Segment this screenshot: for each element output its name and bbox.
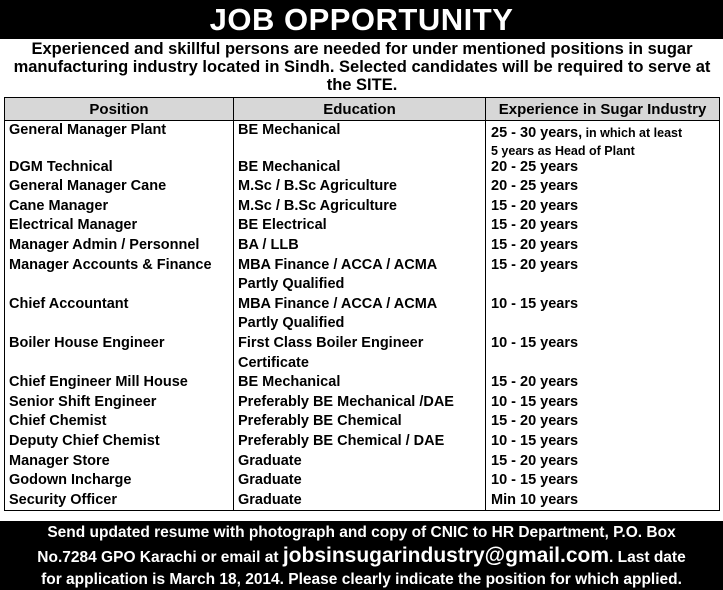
experience-cell — [486, 334, 720, 373]
experience-cell — [486, 452, 720, 472]
education-text-continued: Partly Qualified — [238, 276, 345, 293]
education-text: First Class Boiler Engineer — [238, 334, 424, 351]
experience-cell — [486, 491, 720, 511]
education-text: BE Electrical — [238, 217, 327, 234]
header-position: Position — [5, 98, 234, 121]
experience-note: in which at least — [582, 126, 683, 140]
footer-line-3: for application is March 18, 2014. Please clearly indicate the position for which applied. — [41, 571, 682, 588]
experience-note-continued: 5 years as Head of Plant — [491, 143, 635, 158]
experience-text: 15 - 20 years — [491, 374, 579, 391]
header-education: Education — [234, 98, 486, 121]
footer-line-1: Send updated resume with photograph and copy of CNIC to HR Department, P.O. Box — [47, 524, 676, 541]
page-title: JOB OPPORTUNITY — [0, 0, 723, 39]
table-row — [5, 491, 720, 511]
table-row — [5, 197, 720, 217]
education-text: Graduate — [238, 472, 302, 489]
education-cell — [234, 216, 486, 236]
position-cell: Boiler House Engineer — [5, 334, 234, 373]
experience-cell — [486, 158, 720, 178]
experience-text: 10 - 15 years — [491, 393, 579, 410]
experience-text: 10 - 15 years — [491, 295, 579, 312]
table-row — [5, 295, 720, 334]
experience-text: 25 - 30 years, — [491, 125, 583, 141]
position-cell: Security Officer — [5, 491, 234, 511]
table-row — [5, 373, 720, 393]
education-text-continued: Certificate — [238, 354, 309, 371]
position-cell: Godown Incharge — [5, 471, 234, 491]
contact-email: jobsinsugarindustry@gmail.com — [282, 544, 610, 567]
education-text-continued: Partly Qualified — [238, 315, 345, 332]
experience-text: 15 - 20 years — [491, 217, 579, 234]
education-cell — [234, 236, 486, 256]
education-cell — [234, 491, 486, 511]
position-cell: Electrical Manager — [5, 216, 234, 236]
experience-text: 15 - 20 years — [491, 236, 579, 253]
education-cell — [234, 295, 486, 334]
education-cell — [234, 471, 486, 491]
education-cell — [234, 393, 486, 413]
experience-cell — [486, 197, 720, 217]
table-row — [5, 471, 720, 491]
table-row — [5, 236, 720, 256]
experience-text: 20 - 25 years — [491, 158, 579, 175]
position-cell: Senior Shift Engineer — [5, 393, 234, 413]
education-text: M.Sc / B.Sc Agriculture — [238, 178, 397, 195]
table-row — [5, 412, 720, 432]
experience-cell — [486, 256, 720, 295]
experience-text: 20 - 25 years — [491, 178, 579, 195]
position-cell: Cane Manager — [5, 197, 234, 217]
position-cell: Manager Admin / Personnel — [5, 236, 234, 256]
education-text: Preferably BE Chemical — [238, 413, 402, 430]
education-cell — [234, 177, 486, 197]
education-text: BE Mechanical — [238, 158, 341, 175]
intro-text: Experienced and skillful persons are needed for under mentioned positions in sugar manufacturing industry located in Sindh. Selected candidates will be required to serve at the SITE. — [13, 40, 711, 94]
education-text: BE Mechanical — [238, 374, 341, 391]
experience-text: 15 - 20 years — [491, 413, 579, 430]
education-cell — [234, 121, 486, 158]
footer-line-2-prefix: No.7284 GPO Karachi or email at — [37, 549, 283, 566]
experience-text: 15 - 20 years — [491, 256, 579, 273]
experience-cell — [486, 471, 720, 491]
education-cell — [234, 256, 486, 295]
table-header-row — [5, 98, 720, 121]
experience-cell — [486, 121, 720, 158]
position-cell: DGM Technical — [5, 158, 234, 178]
table-row — [5, 158, 720, 178]
table-row — [5, 334, 720, 373]
experience-text: 15 - 20 years — [491, 452, 579, 469]
experience-text: 10 - 15 years — [491, 334, 579, 351]
education-cell — [234, 197, 486, 217]
experience-text: 10 - 15 years — [491, 432, 579, 449]
position-cell: Chief Chemist — [5, 412, 234, 432]
education-cell — [234, 452, 486, 472]
education-text: Graduate — [238, 491, 302, 508]
education-text: Graduate — [238, 452, 302, 469]
education-text: Preferably BE Mechanical /DAE — [238, 393, 454, 410]
experience-cell — [486, 236, 720, 256]
education-cell — [234, 432, 486, 452]
experience-cell — [486, 412, 720, 432]
table-row — [5, 121, 720, 158]
table-row — [5, 393, 720, 413]
positions-table — [4, 97, 720, 511]
table-row — [5, 432, 720, 452]
table-row — [5, 177, 720, 197]
experience-cell — [486, 393, 720, 413]
education-cell — [234, 412, 486, 432]
position-cell: General Manager Plant — [5, 121, 234, 158]
position-cell: Chief Accountant — [5, 295, 234, 334]
footer-banner — [0, 521, 723, 590]
education-text: BA / LLB — [238, 236, 299, 253]
position-cell: Deputy Chief Chemist — [5, 432, 234, 452]
table-row — [5, 256, 720, 295]
footer-line-2 — [0, 543, 723, 570]
education-text: BE Mechanical — [238, 122, 341, 138]
footer-line-2-suffix: . Last date — [609, 549, 686, 566]
position-cell: General Manager Cane — [5, 177, 234, 197]
education-cell — [234, 373, 486, 393]
education-text: M.Sc / B.Sc Agriculture — [238, 197, 397, 214]
experience-cell — [486, 216, 720, 236]
table-row — [5, 216, 720, 236]
position-cell: Manager Store — [5, 452, 234, 472]
experience-cell — [486, 432, 720, 452]
experience-text: 10 - 15 years — [491, 472, 579, 489]
position-cell: Manager Accounts & Finance — [5, 256, 234, 295]
education-cell — [234, 158, 486, 178]
header-experience: Experience in Sugar Industry — [486, 98, 720, 121]
experience-text: Min 10 years — [491, 491, 579, 508]
education-text: MBA Finance / ACCA / ACMA — [238, 295, 438, 312]
position-cell: Chief Engineer Mill House — [5, 373, 234, 393]
experience-text: 15 - 20 years — [491, 197, 579, 214]
education-text: Preferably BE Chemical / DAE — [238, 432, 445, 449]
experience-cell — [486, 373, 720, 393]
experience-cell — [486, 177, 720, 197]
education-text: MBA Finance / ACCA / ACMA — [238, 256, 438, 273]
table-row — [5, 452, 720, 472]
education-cell — [234, 334, 486, 373]
experience-cell — [486, 295, 720, 334]
